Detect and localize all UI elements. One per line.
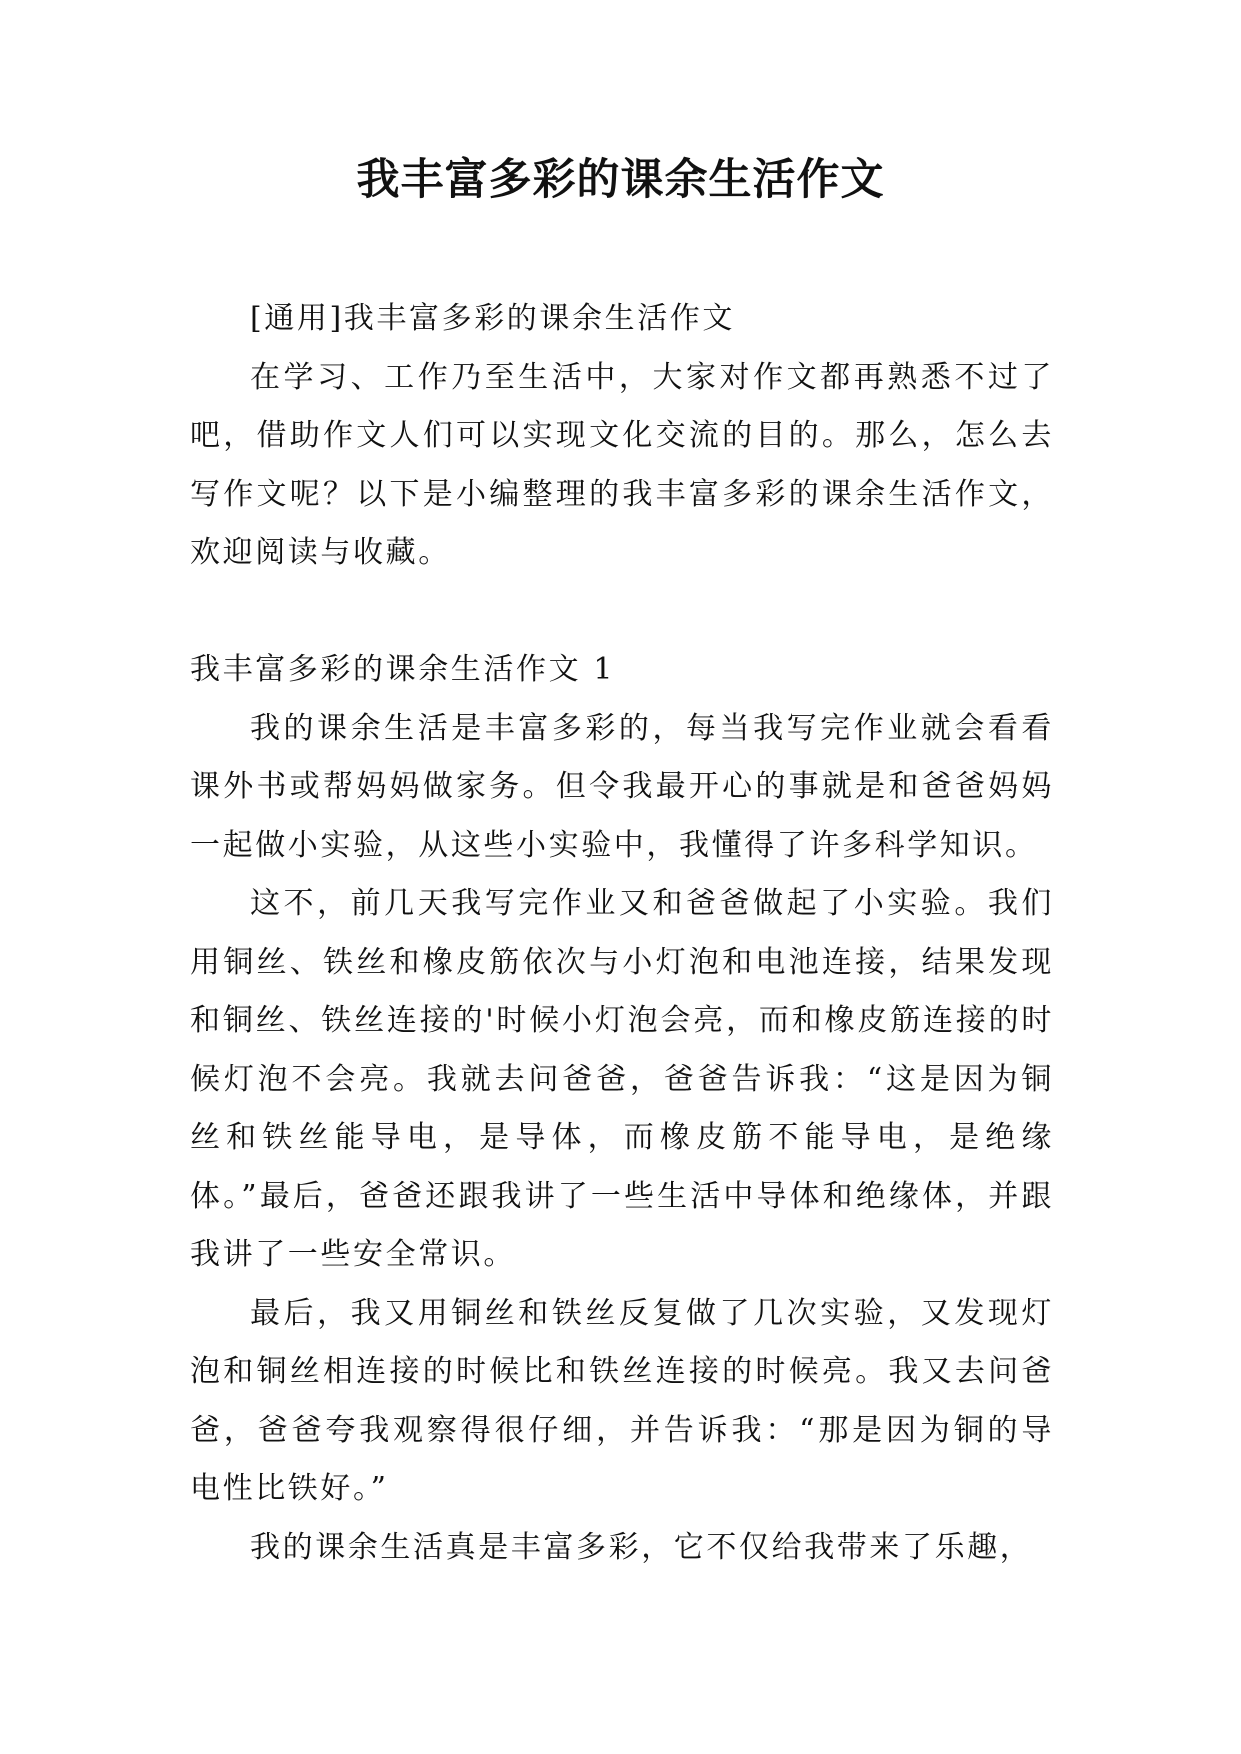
intro-paragraph: 在学习、工作乃至生活中，大家对作文都再熟悉不过了吧，借助作文人们可以实现文化交流的目的。那么，怎么去写作文呢？以下是小编整理的我丰富多彩的课余生活作文，欢迎阅读与收藏。 xyxy=(190,359,1054,570)
document-title: 我丰富多彩的课余生活作文 xyxy=(356,155,885,205)
body-paragraph-4: 我的课余生活真是丰富多彩，它不仅给我带来了乐趣， xyxy=(250,1529,1033,1565)
body-paragraph-2: 这不，前几天我写完作业又和爸爸做起了小实验。我们用铜丝、铁丝和橡皮筋依次与小灯泡和电池连接，结果发现和铜丝、铁丝连接的'时候小灯泡会亮，而和橡皮筋连接的时候灯泡不会亮。我就去问爸爸，爸爸告诉我：“这是因为铜丝和铁丝能导电，是导体，而橡皮筋不能导电，是绝缘体。”最后，爸爸还跟我讲了一些生活中导体和绝缘体，并跟我讲了一些安全常识。 xyxy=(190,886,1054,1272)
body-paragraph-3: 最后，我又用铜丝和铁丝反复做了几次实验，又发现灯泡和铜丝相连接的时候比和铁丝连接的时候亮。我又去问爸爸，爸爸夸我观察得很仔细，并告诉我：“那是因为铜的导电性比铁好。” xyxy=(190,1295,1054,1506)
document-body xyxy=(190,290,1054,1577)
blank-line xyxy=(190,583,1054,642)
section-heading-1: 我丰富多彩的课余生活作文 1 xyxy=(190,652,616,687)
intro-title-paragraph: [通用]我丰富多彩的课余生活作文 xyxy=(250,301,736,336)
body-paragraph-1: 我的课余生活是丰富多彩的，每当我写完作业就会看看课外书或帮妈妈做家务。但令我最开心的事就是和爸爸妈妈一起做小实验，从这些小实验中，我懂得了许多科学知识。 xyxy=(190,710,1054,863)
